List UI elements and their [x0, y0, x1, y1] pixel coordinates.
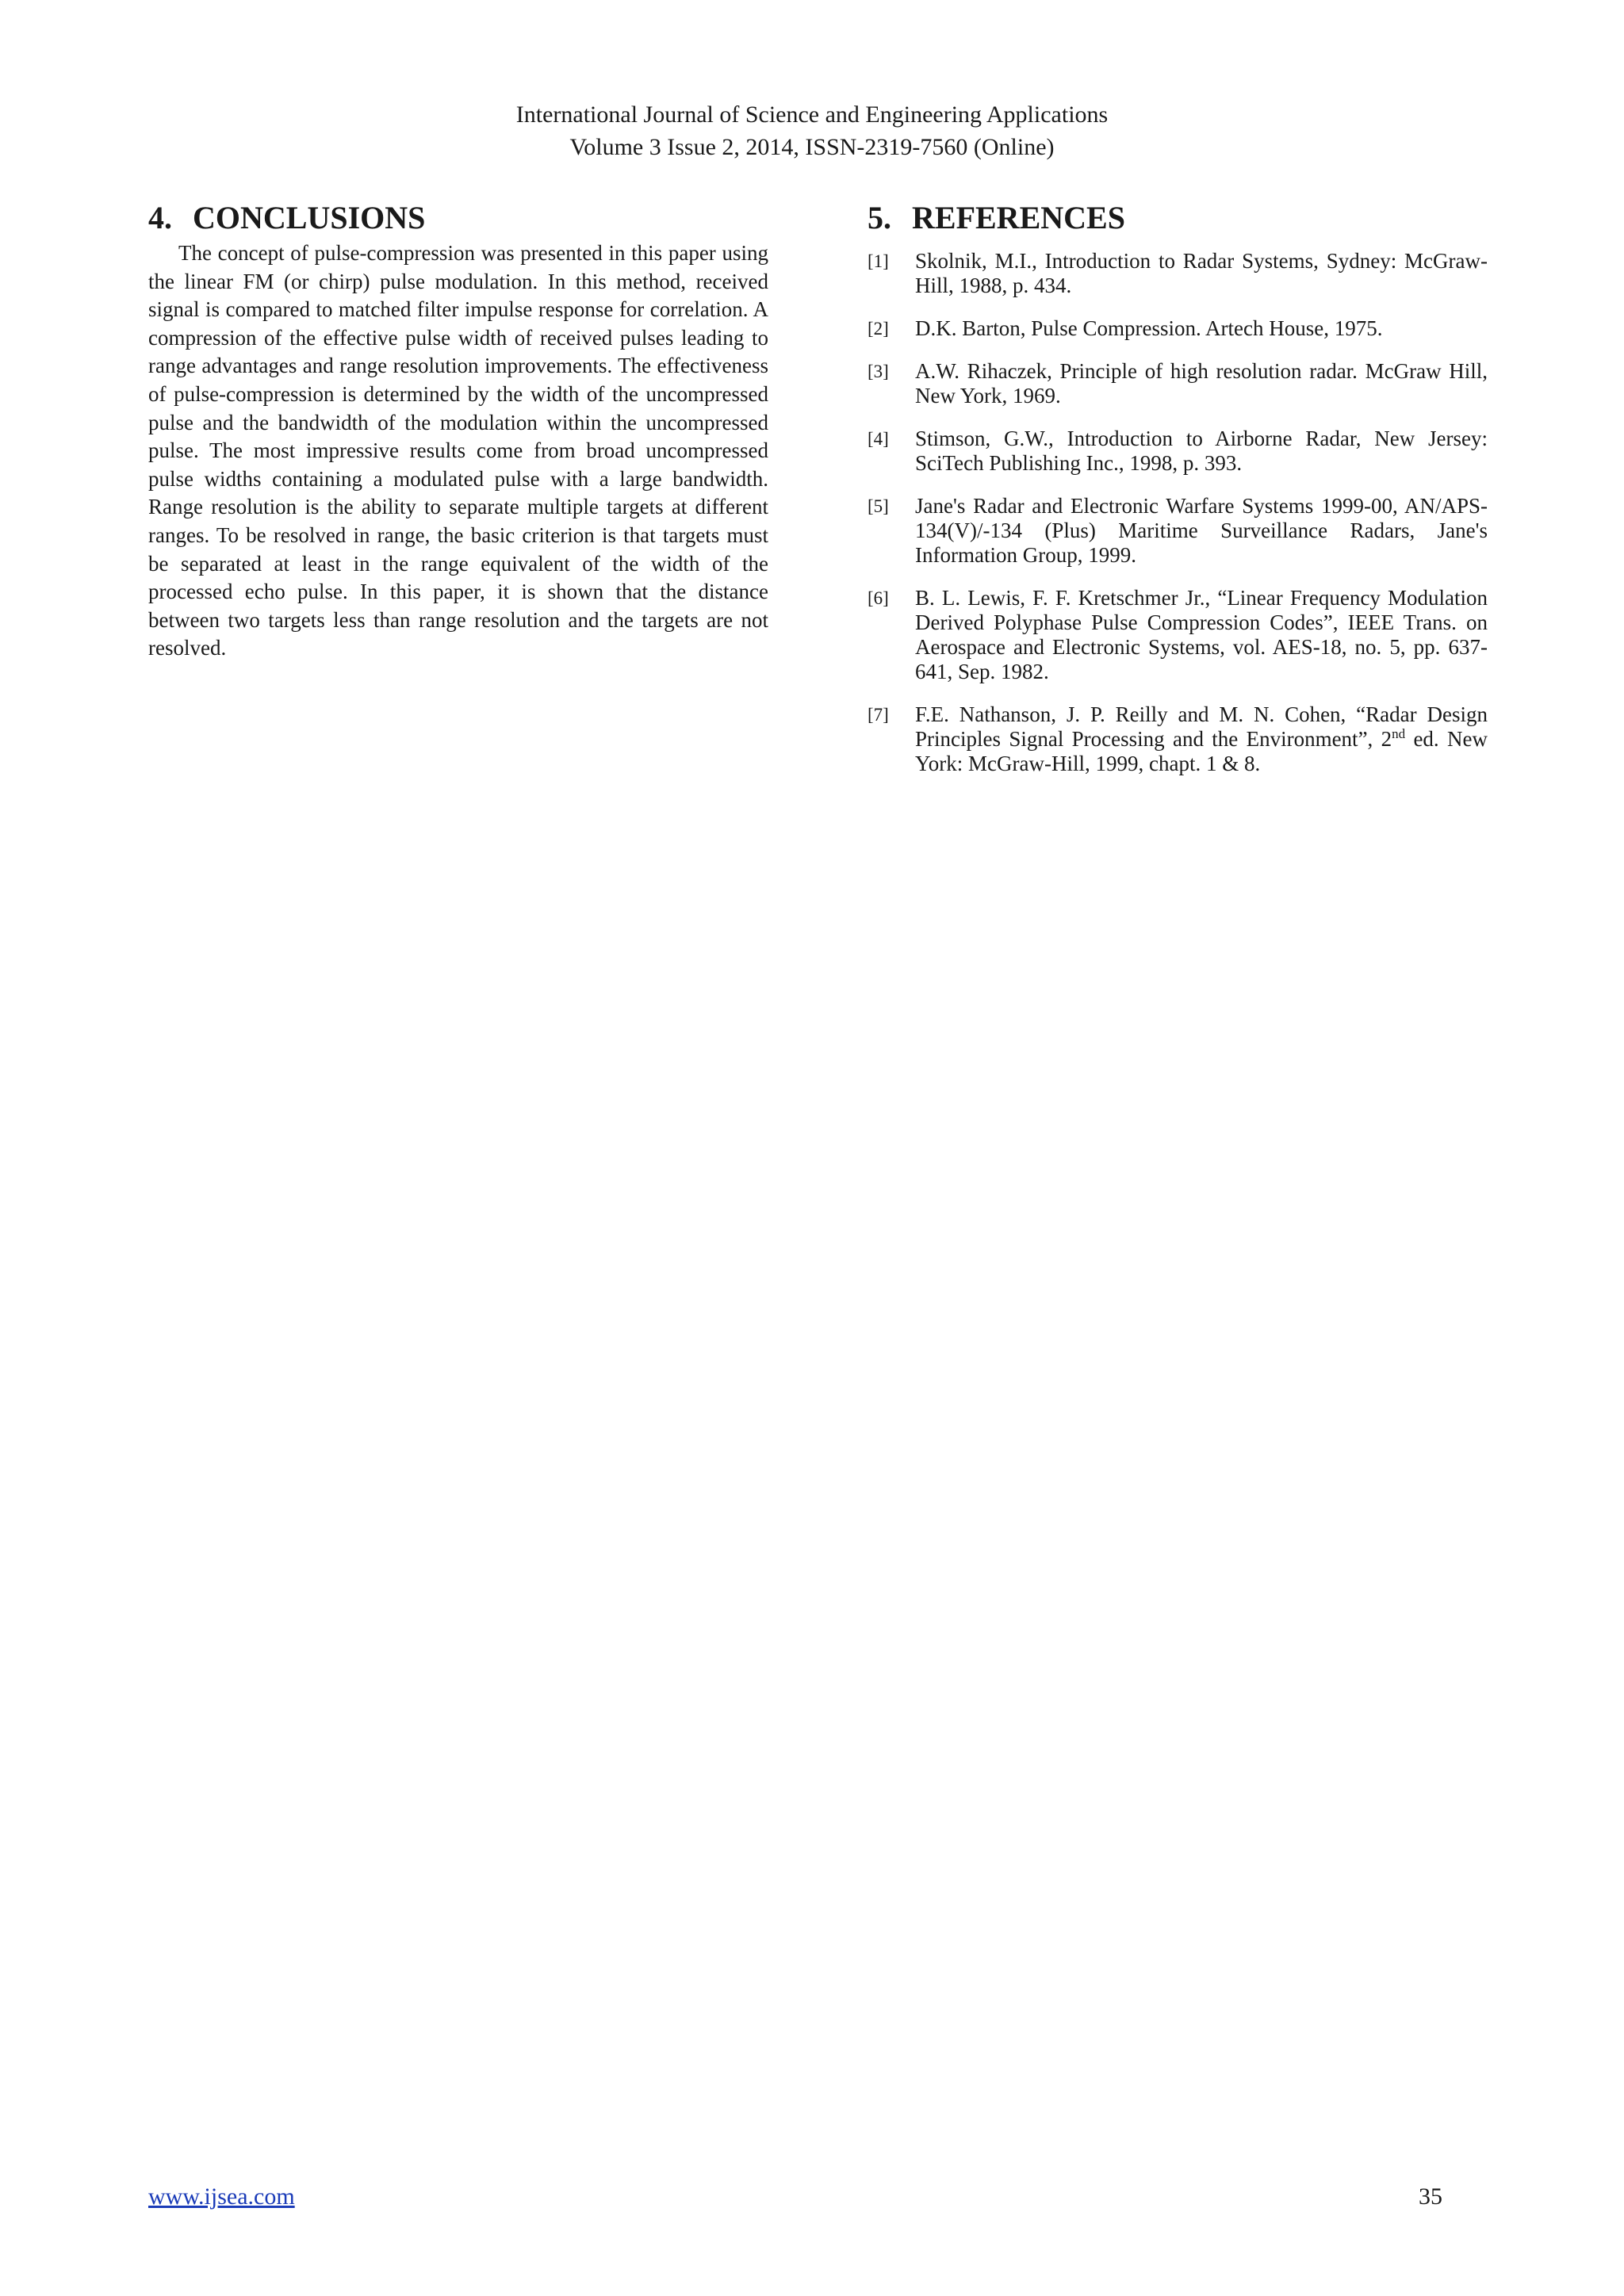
reference-text-part: F.E. Nathanson, J. P. Reilly and M. N. Cohen, “Radar Design Principles Signal Processing and the Environment”, 2: [915, 702, 1488, 751]
reference-number: [6]: [868, 588, 889, 608]
reference-text: [915, 702, 1488, 776]
reference-list: [868, 249, 1488, 776]
reference-text: B. L. Lewis, F. F. Kretschmer Jr., “Linear Frequency Modulation Derived Polyphase Pulse Compression Codes”, IEEE Trans. on Aerospace and Electronic Systems, vol. AES-18, no. 5, pp. 637-641, Sep. 1982.: [915, 586, 1488, 683]
conclusions-paragraph: The concept of pulse-compression was presented in this paper using the linear FM (or chirp) pulse modulation. In this method, received signal is compared to matched filter impulse response for correlation. A compression of the effective pulse width of received pulses leading to range advantages and range resolution improvements. The effectiveness of pulse-compression is determined by the width of the uncompressed pulse and the bandwidth of the modulation within the uncompressed pulse. The most impressive results come from broad uncompressed pulse widths containing a modulated pulse with a large bandwidth. Range resolution is the ability to separate multiple targets at different ranges. To be resolved in range, the basic criterion is that targets must be separated at least in the range equivalent of the width of the processed echo pulse. In this paper, it is shown that the distance between two targets less than range resolution and the targets are not resolved.: [148, 241, 768, 660]
journal-title: International Journal of Science and Engineering Applications: [515, 101, 1109, 128]
journal-volume-issn: Volume 3 Issue 2, 2014, ISSN-2319-7560 (Online): [569, 134, 1055, 160]
reference-text: A.W. Rihaczek, Principle of high resolution radar. McGraw Hill, New York, 1969.: [915, 359, 1488, 408]
reference-number: [1]: [868, 251, 889, 271]
references-section: [868, 198, 1488, 794]
reference-text: Stimson, G.W., Introduction to Airborne Radar, New Jersey: SciTech Publishing Inc., 1998, p. 393.: [915, 427, 1488, 475]
reference-number: [7]: [868, 705, 889, 725]
ordinal-superscript: nd: [1392, 726, 1406, 741]
journal-header: [0, 98, 1624, 163]
reference-item: [868, 249, 1488, 298]
conclusions-section: [148, 198, 768, 663]
reference-text: D.K. Barton, Pulse Compression. Artech House, 1975.: [915, 316, 1383, 340]
reference-item: [868, 316, 1488, 341]
reference-text: Jane's Radar and Electronic Warfare Systems 1999-00, AN/APS- 134(V)/-134 (Plus) Maritime Surveillance Radars, Jane's Information Group, 1999.: [915, 494, 1488, 567]
reference-text: Skolnik, M.I., Introduction to Radar Systems, Sydney: McGraw-Hill, 1988, p. 434.: [915, 249, 1488, 297]
reference-item: [868, 586, 1488, 684]
reference-number: [4]: [868, 429, 889, 449]
section-title: REFERENCES: [912, 200, 1125, 235]
journal-website-link[interactable]: www.ijsea.com: [148, 2183, 295, 2210]
section-number: 5.: [868, 200, 891, 235]
conclusions-heading: [148, 198, 768, 238]
reference-item: [868, 494, 1488, 568]
reference-number: [5]: [868, 496, 889, 516]
section-title: CONCLUSIONS: [193, 200, 426, 235]
reference-number: [2]: [868, 319, 889, 339]
reference-item: [868, 702, 1488, 776]
page-number: 35: [1419, 2183, 1442, 2210]
section-number: 4.: [148, 200, 172, 235]
reference-item: [868, 427, 1488, 476]
reference-item: [868, 359, 1488, 408]
reference-text-part: ed. New York: McGraw-Hill, 1999, chapt. 1 & 8.: [915, 727, 1488, 775]
reference-number: [3]: [868, 362, 889, 381]
references-heading: [868, 198, 1488, 238]
